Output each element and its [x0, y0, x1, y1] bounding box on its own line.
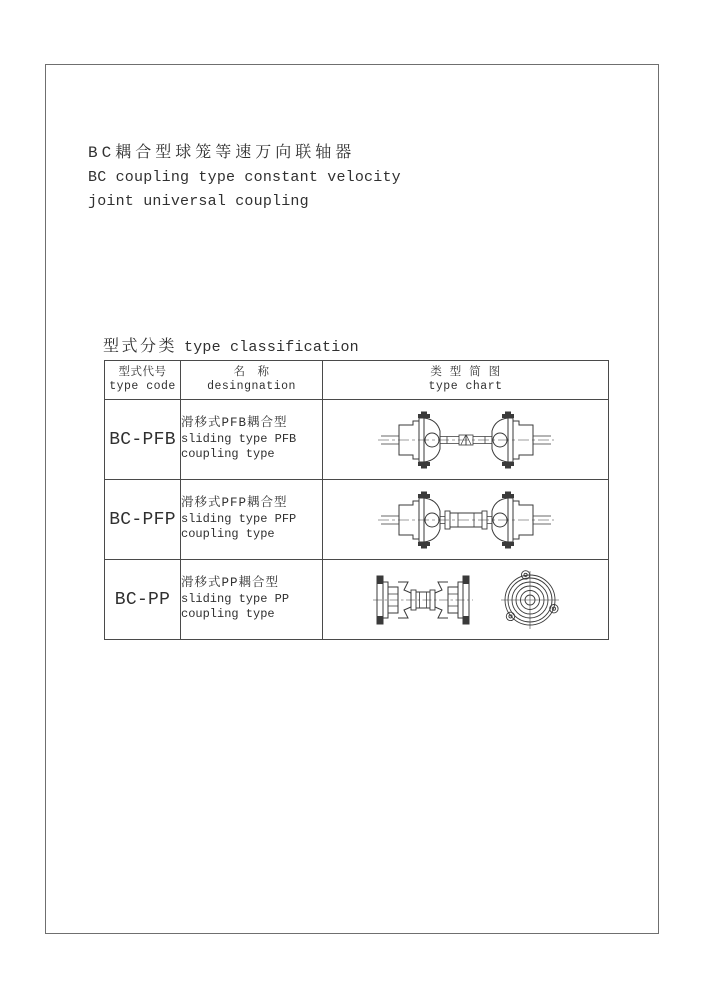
type-code-bc-pfp: BC-PFP — [105, 480, 181, 560]
header-type-chart — [323, 361, 609, 400]
header-type-code-zh: 型式代号 — [118, 365, 167, 379]
header-designation-en: desingnation — [207, 380, 296, 393]
pfb-coupling-side-view-drawing — [377, 411, 555, 469]
pfp-coupling-side-view-drawing — [377, 491, 555, 549]
chart-bc-pp — [323, 560, 609, 640]
pp-coupling-side-view-drawing — [372, 571, 474, 629]
table-row-bc-pfp — [105, 480, 609, 560]
section-heading-chinese: 型式分类 — [103, 338, 178, 356]
chart-bc-pfb — [323, 400, 609, 480]
title-chinese: BC耦合型球笼等速万向联轴器 — [88, 144, 356, 162]
type-code-bc-pfb: BC-PFB — [105, 400, 181, 480]
table-row-bc-pp — [105, 560, 609, 640]
type-classification-table — [104, 360, 609, 640]
table-header-row — [105, 361, 609, 400]
document-title — [88, 141, 401, 215]
designation-bc-pp: 滑移式PP耦合型 sliding type PP coupling type — [181, 560, 323, 640]
table-row-bc-pfb — [105, 400, 609, 480]
header-type-chart-en: type chart — [428, 380, 503, 393]
header-designation — [181, 361, 323, 400]
section-heading-english: type classification — [184, 339, 359, 356]
designation-bc-pfb: 滑移式PFB耦合型 sliding type PFB coupling type — [181, 400, 323, 480]
pp-coupling-end-view-drawing — [500, 570, 560, 630]
header-type-code-en: type code — [109, 380, 176, 393]
type-code-bc-pp: BC-PP — [105, 560, 181, 640]
title-english-line2: joint universal coupling — [88, 193, 309, 210]
section-heading — [103, 333, 359, 356]
chart-bc-pfp — [323, 480, 609, 560]
header-designation-zh: 名 称 — [233, 365, 270, 379]
designation-bc-pfp: 滑移式PFP耦合型 sliding type PFP coupling type — [181, 480, 323, 560]
title-english-line1: BC coupling type constant velocity — [88, 168, 401, 186]
header-type-code — [105, 361, 181, 400]
header-type-chart-zh: 类 型 简 图 — [430, 365, 501, 379]
